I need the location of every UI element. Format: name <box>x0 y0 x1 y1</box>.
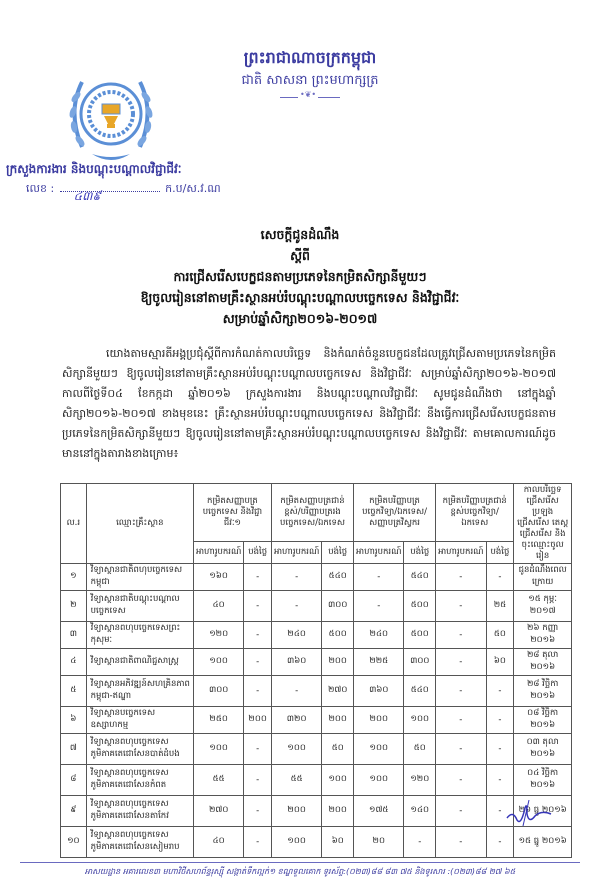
paid-count: ៣០០ <box>322 591 354 622</box>
scholarship-count: ១០០ <box>271 827 321 858</box>
paid-count: ៥៤០ <box>322 564 354 591</box>
paid-count: - <box>486 564 514 591</box>
table-row <box>61 827 572 858</box>
ref-label: លេខ : <box>26 182 55 195</box>
col-header-group-1: កម្រិតសញ្ញាបត្របច្ចេកទេស និងវិជ្ជាជីវៈ១ <box>193 484 271 542</box>
paid-count: ២៧០ <box>322 676 354 707</box>
scholarship-count: ៥៥ <box>193 765 243 796</box>
institution-name: វិទ្យាស្ថានពហុបច្ចេកទេសភូមិភាគតេជោសែនតាកែវ <box>86 796 193 827</box>
scholarship-count: - <box>436 564 486 591</box>
paid-count: - <box>486 734 514 765</box>
paid-count: ១០០ <box>404 707 436 734</box>
paid-count: - <box>486 827 514 858</box>
selection-date: ២៦ កញ្ញា ២០១៦ <box>514 622 572 649</box>
notice-title <box>80 224 520 329</box>
paid-count: ១៤០ <box>404 796 436 827</box>
scholarship-count: - <box>271 591 321 622</box>
signature-scribble-icon <box>505 800 555 828</box>
paid-count: ២៥ <box>486 591 514 622</box>
scholarship-count: - <box>436 796 486 827</box>
scholarship-count: ២០០ <box>354 707 404 734</box>
scholarship-count: - <box>436 649 486 676</box>
paid-count: ២០០ <box>322 707 354 734</box>
reference-line <box>26 180 221 203</box>
scholarship-count: ២០ <box>354 827 404 858</box>
selection-date: ជូនដំណឹងពេលក្រោយ <box>514 564 572 591</box>
kingdom-title: ព្រះរាជាណាចក្រកម្ពុជា <box>243 48 377 67</box>
col-header-name: ឈ្មោះគ្រឹះស្ថាន <box>86 484 193 564</box>
selection-date: ០៨ វិច្ឆិកា ២០១៦ <box>514 707 572 734</box>
institution-name: វិទ្យាស្ថានពហុបច្ចេកទេសព្រះកុសុមៈ <box>86 622 193 649</box>
paid-count: ៥០០ <box>404 591 436 622</box>
scholarship-count: ២០០ <box>271 796 321 827</box>
table-row <box>61 734 572 765</box>
paid-count: ២០០ <box>244 707 272 734</box>
paid-count: - <box>486 676 514 707</box>
sub-header-scholarship: អាហារូបករណ៍ <box>193 541 243 563</box>
scholarship-count: - <box>436 622 486 649</box>
scholarship-count: ១២០ <box>193 622 243 649</box>
selection-date: ១៥ ធ្នូ ២០១៦ <box>514 827 572 858</box>
scholarship-count: - <box>436 591 486 622</box>
scholarship-count: ៣៦០ <box>271 649 321 676</box>
selection-date: ០៣ តុលា ២០១៦ <box>514 734 572 765</box>
scholarship-count: ៣២០ <box>271 707 321 734</box>
paid-count: ៥០០ <box>322 622 354 649</box>
selection-date: ២៨ វិច្ឆិកា ២០១៦ <box>514 676 572 707</box>
scholarship-count: ២៤០ <box>271 622 321 649</box>
sub-header-scholarship: អាហារូបករណ៍ <box>354 541 404 563</box>
title-line-3: ការជ្រើសរើសបេក្ខជនតាមប្រភេទនៃកម្រិតសិក្សានីមួយៗ <box>173 269 427 284</box>
ref-suffix: ក.ប/ស.វ.ណ <box>165 182 221 195</box>
scholarship-count: - <box>436 765 486 796</box>
paid-count: ២០០ <box>322 649 354 676</box>
row-number: ៥ <box>61 676 87 707</box>
scholarship-count: ១០០ <box>193 649 243 676</box>
ministry-name: ក្រសួងការងារ និងបណ្តុះបណ្តាលវិជ្ជាជីវៈ <box>6 162 182 176</box>
footer-divider <box>20 862 580 863</box>
sub-header-paid: បង់ថ្លៃ <box>486 541 514 563</box>
institution-name: វិទ្យាស្ថានពហុបច្ចេកទេសភូមិភាគតេជោសែនសៀមរាប <box>86 827 193 858</box>
row-number: ៧ <box>61 734 87 765</box>
table-row <box>61 622 572 649</box>
scholarship-count: ២៤០ <box>354 622 404 649</box>
scholarship-count: ២៧០ <box>193 796 243 827</box>
col-header-group-4: កម្រិតបរិញ្ញាបត្រជាន់ខ្ពស់បច្ចេកវិទ្យា/ឯកទេស <box>436 484 514 542</box>
ministry-logo <box>62 62 160 172</box>
paid-count: ៥០០ <box>404 622 436 649</box>
national-motto: ជាតិ សាសនា ព្រះមហាក្សត្រ <box>241 73 379 88</box>
sub-header-paid: បង់ថ្លៃ <box>322 541 354 563</box>
institution-name: វិទ្យាស្ថានពហុបច្ចេកទេសភូមិភាគតេជោសែនកំពត <box>86 765 193 796</box>
scholarship-count: - <box>271 676 321 707</box>
paid-count: ៥០ <box>404 734 436 765</box>
row-number: ៣ <box>61 622 87 649</box>
paid-count: ៥០ <box>322 734 354 765</box>
selection-date: ០៤ វិច្ឆិកា ២០១៦ <box>514 765 572 796</box>
selection-date: ២៦ ធ្នូ ២០១៦ <box>514 796 572 827</box>
paid-count: ៥០ <box>486 622 514 649</box>
paid-count: ៦០ <box>486 649 514 676</box>
institution-name: វិទ្យាស្ថានបច្ចេកទេសឧស្សាហកម្ម <box>86 707 193 734</box>
scholarship-count: ២២៥ <box>354 649 404 676</box>
institution-name: វិទ្យាស្ថានជាតិបណ្តុះបណ្តាលបច្ចេកទេស <box>86 591 193 622</box>
institutions-table <box>60 483 572 858</box>
scholarship-count: ៤០ <box>193 827 243 858</box>
paid-count: - <box>486 707 514 734</box>
scholarship-count: ៤០ <box>193 591 243 622</box>
row-number: ២ <box>61 591 87 622</box>
paid-count: ២០០ <box>322 796 354 827</box>
institution-name: វិទ្យាស្ថានជាតិពហុបច្ចេកទេសកម្ពុជា <box>86 564 193 591</box>
scholarship-count: ៣៦០ <box>354 676 404 707</box>
institution-name: វិទ្យាស្ថានជាតិពាណិជ្ជសាស្ត្រ <box>86 649 193 676</box>
scholarship-count: - <box>271 564 321 591</box>
paid-count: ១០០ <box>322 765 354 796</box>
footer-address: អាសយដ្ឋាន អគារលេខ៣ មហាវិថីសហព័ន្ធរុស្ស៊ី សង្កាត់ទឹកល្អក់១ ខណ្ឌទួលគោក ទូរស័ព្ទ:(០២៣)៨៨ ៨៣ ៧៥ និងទូរសារ :(០២៣)៨៨ ២៧ ៦៥ <box>84 867 516 876</box>
col-header-group-3: កម្រិតបរិញ្ញាបត្របច្ចេកវិទ្យា/ឯកទេស/សញ្ញាបត្រវិស្វករ <box>354 484 436 542</box>
ref-number-field <box>60 189 160 203</box>
institution-name: វិទ្យាស្ថានអភិវឌ្ឍន៍សហគ្រិនភាពកម្ពុជា-ឥណ្ឌា <box>86 676 193 707</box>
scholarship-count: ១៧៥ <box>354 796 404 827</box>
sub-header-scholarship: អាហារូបករណ៍ <box>271 541 321 563</box>
scholarship-count: ១០០ <box>193 734 243 765</box>
ornament-divider <box>280 97 340 98</box>
paid-count: ៦០ <box>322 827 354 858</box>
scholarship-count: ៣០០ <box>193 676 243 707</box>
title-line-1: សេចក្តីជូនដំណឹង <box>260 227 340 242</box>
paid-count: - <box>486 796 514 827</box>
table-row <box>61 707 572 734</box>
scholarship-count: ៥៥ <box>271 765 321 796</box>
sub-header-paid: បង់ថ្លៃ <box>244 541 272 563</box>
ministry-emblem-icon <box>62 62 160 172</box>
scholarship-count: - <box>354 564 404 591</box>
notice-body: យោងតាមស្មារតីអង្គប្រជុំស្តីពីការកំណត់កាលបរិច្ឆេទ និងកំណត់ចំនួនបេក្ខជនដែលត្រូវជ្រើសតាមប្រភេទនៃកម្រិតសិក្សានីមួយៗ ឱ្យចូលរៀននៅតាមគ្រឹះស្ថានអប់រំបណ្តុះបណ្តាលបច្ចេកទេស និងវិជ្ជាជីវៈ សម្រាប់ឆ្នាំសិក្សា២០១៦-២០១៧ កាលពីថ្ងៃទី០៤ ខែកក្កដា ឆ្នាំ២០១៦ ក្រសួងការងារ និងបណ្តុះបណ្តាលវិជ្ជាជីវៈ សូមជូនដំណឹងថា នៅក្នុងឆ្នាំសិក្សា២០១៦-២០១៧ ខាងមុខនេះ គ្រឹះស្ថានអប់រំបណ្តុះបណ្តាលបច្ចេកទេស និងវិជ្ជាជីវៈ នឹងធ្វើការជ្រើសរើសបេក្ខជនតាមប្រភេទនៃកម្រិតសិក្សានីមួយៗ ឱ្យចូលរៀននៅតាមគ្រឹះស្ថានអប់រំបណ្តុះបណ្តាលបច្ចេកទេស និងវិជ្ជាជីវៈ តាមគោលការណ៍ដូចមាននៅក្នុងតារាងខាងក្រោម៖ <box>62 347 556 460</box>
scholarship-count: ១៦០ <box>193 564 243 591</box>
scholarship-count: - <box>354 591 404 622</box>
table-row <box>61 649 572 676</box>
scholarship-count: - <box>436 827 486 858</box>
kingdom-header <box>200 45 420 98</box>
row-number: ៦ <box>61 707 87 734</box>
paid-count: - <box>244 591 272 622</box>
selection-date: ១៥ កុម្ភៈ ២០១៧ <box>514 591 572 622</box>
row-number: ៤ <box>61 649 87 676</box>
table-body <box>61 564 572 858</box>
paid-count: - <box>244 649 272 676</box>
title-line-5: សម្រាប់ឆ្នាំសិក្សា២០១៦-២០១៧ <box>222 311 378 326</box>
paid-count: ១២០ <box>404 765 436 796</box>
paid-count: - <box>244 734 272 765</box>
paid-count: - <box>244 564 272 591</box>
paid-count: - <box>486 765 514 796</box>
paid-count: - <box>244 796 272 827</box>
scholarship-count: ១០០ <box>271 734 321 765</box>
institution-name: វិទ្យាស្ថានពហុបច្ចេកទេសភូមិភាគតេជោសែនបាត់ដំបង <box>86 734 193 765</box>
table-row <box>61 564 572 591</box>
paid-count: - <box>404 827 436 858</box>
table-row <box>61 676 572 707</box>
paid-count: - <box>244 765 272 796</box>
sub-header-paid: បង់ថ្លៃ <box>404 541 436 563</box>
table-row <box>61 796 572 827</box>
table-row <box>61 591 572 622</box>
paid-count: - <box>244 827 272 858</box>
scholarship-count: - <box>436 707 486 734</box>
title-line-2: ស្តីពី <box>290 248 310 263</box>
table-row <box>61 765 572 796</box>
row-number: ១០ <box>61 827 87 858</box>
paid-count: ៣០០ <box>404 649 436 676</box>
paid-count: - <box>244 676 272 707</box>
scholarship-count: ១០០ <box>354 734 404 765</box>
paid-count: ៥៤០ <box>404 676 436 707</box>
row-number: ៨ <box>61 765 87 796</box>
row-number: ៩ <box>61 796 87 827</box>
col-header-no: ល.រ <box>61 484 87 564</box>
sub-header-scholarship: អាហារូបករណ៍ <box>436 541 486 563</box>
title-line-4: ឱ្យចូលរៀននៅតាមគ្រឹះស្ថានអប់រំបណ្តុះបណ្តាលបច្ចេកទេស និងវិជ្ជាជីវៈ <box>140 290 460 305</box>
scholarship-count: - <box>436 734 486 765</box>
paid-count: - <box>244 622 272 649</box>
scholarship-count: ១០០ <box>354 765 404 796</box>
ref-number: ៤៣៩ <box>73 189 101 203</box>
paid-count: ៥៤០ <box>404 564 436 591</box>
col-header-date: កាលបរិច្ឆេទជ្រើសរើស ប្រឡងជ្រើសរើស តេស្តជ្រើសរើស និងចុះឈ្មោះចូលរៀន <box>514 484 572 564</box>
selection-date: ២៨ តុលា ២០១៦ <box>514 649 572 676</box>
scholarship-count: ២៥០ <box>193 707 243 734</box>
row-number: ១ <box>61 564 87 591</box>
signature <box>505 800 555 828</box>
scholarship-count: - <box>436 676 486 707</box>
col-header-group-2: កម្រិតសញ្ញាបត្រជាន់ខ្ពស់/បរិញ្ញាបត្ររងបច្ចេកទេស/ឯកទេស <box>271 484 353 542</box>
